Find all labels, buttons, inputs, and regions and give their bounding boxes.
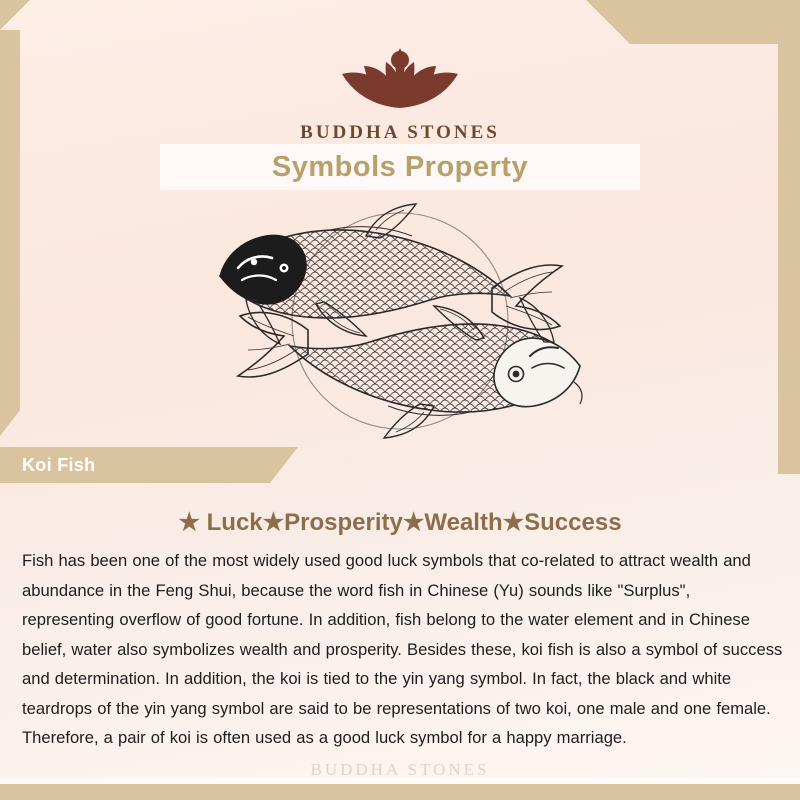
side-band-left-bevel — [0, 410, 20, 436]
bottom-strip — [0, 784, 800, 800]
brand-name: BUDDHA STONES — [300, 122, 500, 143]
section-label-ribbon-bevel — [270, 447, 298, 483]
page-title: Symbols Property — [271, 150, 529, 183]
lotus-meditation-figure-icon — [310, 22, 490, 118]
watermark-text: BUDDHA STONES — [310, 760, 490, 779]
brand-logo — [0, 22, 800, 144]
body-paragraph: Fish has been one of the most widely used good luck symbols that co-related to attract wealth and abundance in the Feng Shui, because the word fish in Chinese (Yu) sounds like "Surplus", representing overflow of good fortune. In addition, fish belong to the water element and in Chinese belief, water also symbolizes wealth and prosperity. Besides these, koi fish is also a symbol of success and determination. In addition, the koi is tied to the yin yang symbol. In fact, the black and white teardrops of the yin yang symbol are said to be representations of two koi, one male and one female. Therefore, a pair of koi is often used as a good luck symbol for a happy marriage. — [22, 551, 783, 748]
page-title-bar — [160, 144, 640, 190]
two-koi-fish-yin-yang-illustration — [180, 196, 620, 446]
section-label: Koi Fish — [22, 454, 96, 475]
keyword-line: ★ Luck★Prosperity★Wealth★Success — [178, 509, 622, 536]
section-label-ribbon — [0, 447, 270, 483]
